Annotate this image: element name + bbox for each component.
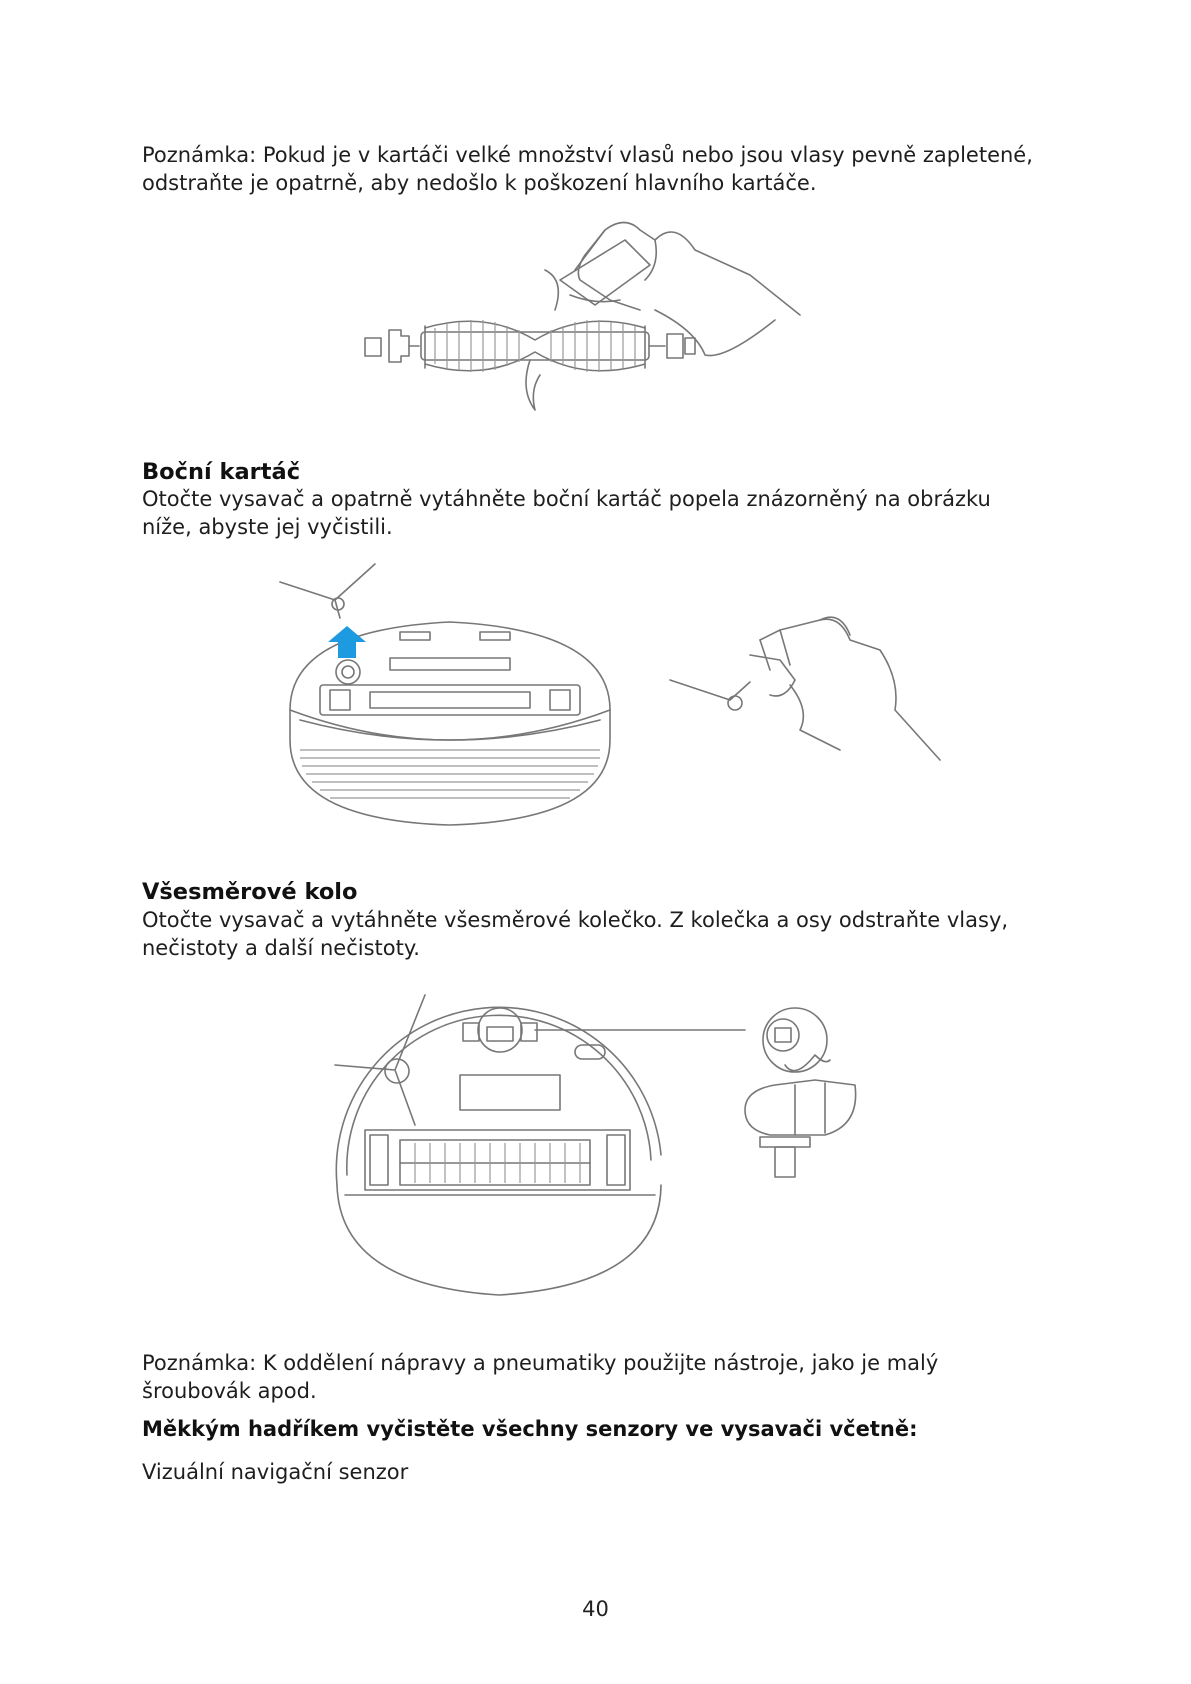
sensors-heading: Měkkým hadříkem vyčistěte všechny senzory ve vysavači včetně:	[142, 1417, 918, 1441]
page-number: 40	[582, 1597, 609, 1621]
main-brush-cleaning-illustration	[355, 210, 855, 425]
heading-side-brush: Boční kartáč	[142, 459, 301, 485]
heading-omni-wheel: Všesměrové kolo	[142, 879, 358, 905]
side-brush-removal-illustration	[280, 560, 920, 840]
sensor-list-item: Vizuální navigační senzor	[142, 1460, 409, 1484]
omni-wheel-removal-illustration	[325, 985, 885, 1315]
omni-wheel-instructions: Otočte vysavač a vytáhněte všesměrové kolečko. Z kolečka a osy odstraňte vlasy, nečistoty a další nečistoty.	[142, 908, 1009, 960]
note-main-brush: Poznámka: Pokud je v kartáči velké množství vlasů nebo jsou vlasy pevně zapletené, odstraňte je opatrně, aby nedošlo k poškození hlavního kartáče.	[142, 143, 1033, 195]
up-arrow-icon	[328, 626, 366, 658]
note-tools: Poznámka: K oddělení nápravy a pneumatiky použijte nástroje, jako je malý šroubovák apod.	[142, 1351, 939, 1403]
side-brush-instructions: Otočte vysavač a opatrně vytáhněte boční kartáč popela znázorněný na obrázku níže, abyste jej vyčistili.	[142, 487, 991, 539]
